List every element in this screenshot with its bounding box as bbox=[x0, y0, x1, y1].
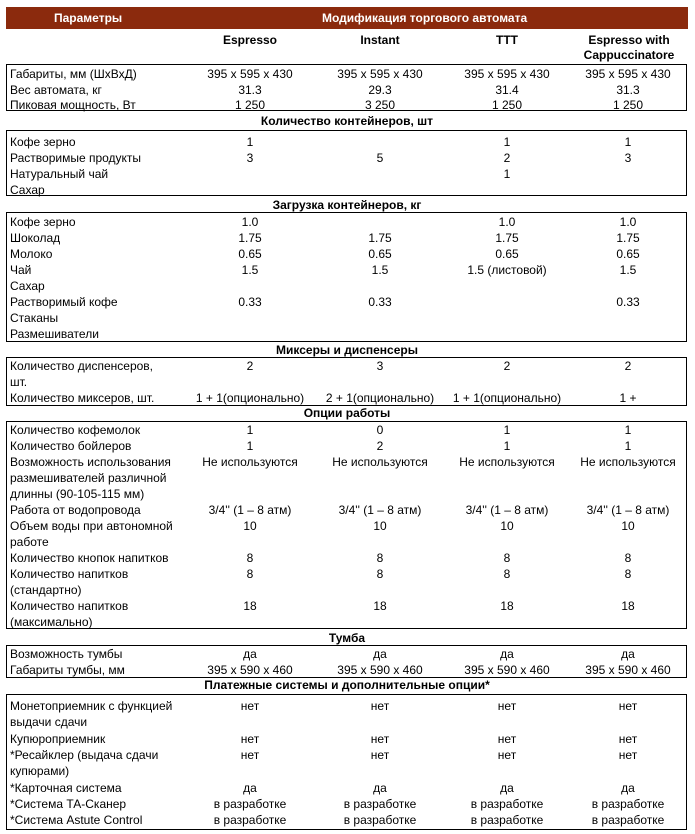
cell-value: 395 x 590 x 460 bbox=[464, 663, 550, 677]
cell-value: нет bbox=[618, 699, 638, 713]
column-header-instant: Instant bbox=[360, 33, 400, 47]
cell-value: 1 bbox=[624, 135, 632, 149]
cell-value: да bbox=[621, 647, 635, 661]
cell-value: 1 bbox=[246, 135, 254, 149]
cell-value: 1 bbox=[503, 423, 511, 437]
cell-value: 3/4'' (1 – 8 атм) bbox=[338, 503, 422, 517]
cell-value: 395 x 595 x 430 bbox=[337, 67, 423, 81]
cell-value: Не используются bbox=[332, 455, 428, 469]
cell-value: 0 bbox=[376, 423, 384, 437]
cell-value: нет bbox=[618, 748, 638, 762]
cell-value: 0.33 bbox=[368, 295, 392, 309]
cell-value: нет bbox=[370, 699, 390, 713]
section-title: Загрузка контейнеров, кг bbox=[272, 198, 422, 212]
cell-value: 395 x 595 x 430 bbox=[464, 67, 550, 81]
row-label: Растворимый кофе bbox=[10, 295, 118, 309]
cell-value: 2 bbox=[376, 439, 384, 453]
cell-value: 3 bbox=[376, 359, 384, 373]
cell-value: 1.75 bbox=[238, 231, 262, 245]
cell-value: да bbox=[373, 781, 387, 795]
cell-value: 8 bbox=[246, 567, 254, 581]
table-header-bar bbox=[6, 7, 688, 29]
cell-value: 8 bbox=[624, 551, 632, 565]
cell-value: нет bbox=[497, 748, 517, 762]
row-label: работе bbox=[10, 535, 49, 549]
cell-value: 8 bbox=[376, 551, 384, 565]
cell-value: 3 250 bbox=[364, 98, 396, 112]
row-label: Растворимые продукты bbox=[10, 151, 142, 165]
cell-value: 1 250 bbox=[491, 98, 523, 112]
cell-value: 395 x 595 x 430 bbox=[207, 67, 293, 81]
cell-value: нет bbox=[370, 732, 390, 746]
cell-value: нет bbox=[618, 732, 638, 746]
cell-value: в разработке bbox=[470, 813, 544, 827]
row-label: Молоко bbox=[10, 247, 53, 261]
row-label: Количество миксеров, шт. bbox=[10, 391, 155, 405]
cell-value: 1 bbox=[246, 439, 254, 453]
cell-value: 0.65 bbox=[368, 247, 392, 261]
cell-value: 18 bbox=[243, 599, 257, 613]
cell-value: 1 bbox=[503, 439, 511, 453]
cell-value: Не используются bbox=[580, 455, 676, 469]
cell-value: 8 bbox=[503, 551, 511, 565]
cell-value: 8 bbox=[246, 551, 254, 565]
cell-value: нет bbox=[370, 748, 390, 762]
params-header: Параметры bbox=[54, 11, 123, 25]
cell-value: в разработке bbox=[591, 813, 665, 827]
cell-value: 8 bbox=[503, 567, 511, 581]
row-label: Количество напитков bbox=[10, 567, 129, 581]
row-label: Шоколад bbox=[10, 231, 61, 245]
cell-value: 3 bbox=[246, 151, 254, 165]
row-label: Стаканы bbox=[10, 311, 59, 325]
row-label: Чай bbox=[10, 263, 32, 277]
cell-value: 395 x 590 x 460 bbox=[207, 663, 293, 677]
row-label: Габариты тумбы, мм bbox=[10, 663, 125, 677]
row-label: Количество кнопок напитков bbox=[10, 551, 169, 565]
cell-value: нет bbox=[240, 732, 260, 746]
cell-value: 1.0 bbox=[498, 215, 516, 229]
cell-value: 8 bbox=[376, 567, 384, 581]
cell-value: 1.5 bbox=[241, 263, 259, 277]
cell-value: 10 bbox=[500, 519, 514, 533]
cell-value: 395 x 590 x 460 bbox=[585, 663, 671, 677]
cell-value: 8 bbox=[624, 567, 632, 581]
row-label: Количество кофемолок bbox=[10, 423, 141, 437]
cell-value: 2 bbox=[624, 359, 632, 373]
cell-value: 3/4'' (1 – 8 атм) bbox=[586, 503, 670, 517]
cell-value: 3 bbox=[624, 151, 632, 165]
section-title: Тумба bbox=[328, 631, 366, 645]
cell-value: Не используются bbox=[202, 455, 298, 469]
row-label: Размешиватели bbox=[10, 327, 99, 341]
row-label: Пиковая мощность, Вт bbox=[10, 98, 136, 112]
cell-value: нет bbox=[240, 748, 260, 762]
row-label: Монетоприемник с функцией bbox=[10, 699, 173, 713]
row-label: (максимально) bbox=[10, 615, 93, 629]
cell-value: 3/4'' (1 – 8 атм) bbox=[465, 503, 549, 517]
cell-value: 1.5 bbox=[371, 263, 389, 277]
row-label: Работа от водопровода bbox=[10, 503, 141, 517]
section-title: Миксеры и диспенсеры bbox=[276, 343, 418, 357]
cell-value: 1.75 bbox=[368, 231, 392, 245]
cell-value: 1 bbox=[503, 135, 511, 149]
cell-value: в разработке bbox=[591, 797, 665, 811]
cell-value: 1.75 bbox=[616, 231, 640, 245]
cell-value: 3/4'' (1 – 8 атм) bbox=[208, 503, 292, 517]
row-label: длинны (90-105-115 мм) bbox=[10, 487, 145, 501]
row-label: Вес автомата, кг bbox=[10, 83, 102, 97]
cell-value: 18 bbox=[373, 599, 387, 613]
cell-value: 395 x 595 x 430 bbox=[585, 67, 671, 81]
cell-value: 2 bbox=[503, 359, 511, 373]
column-header-ttt: TTT bbox=[496, 33, 518, 47]
cell-value: 0.65 bbox=[238, 247, 262, 261]
row-label: шт. bbox=[10, 375, 28, 389]
row-label: размешивателей различной bbox=[10, 471, 167, 485]
cell-value: да bbox=[500, 647, 514, 661]
cell-value: 31.3 bbox=[616, 83, 640, 97]
row-label: Количество диспенсеров, bbox=[10, 359, 154, 373]
cell-value: 29.3 bbox=[368, 83, 392, 97]
cell-value: 1 + 1(опционально) bbox=[452, 391, 562, 405]
cell-value: да bbox=[373, 647, 387, 661]
section-title: Опции работы bbox=[303, 406, 391, 420]
cell-value: Не используются bbox=[459, 455, 555, 469]
cell-value: 1.5 (листовой) bbox=[467, 263, 547, 277]
row-label: Количество бойлеров bbox=[10, 439, 132, 453]
cell-value: 1.5 bbox=[619, 263, 637, 277]
cell-value: 2 + 1(опционально) bbox=[325, 391, 435, 405]
cell-value: да bbox=[621, 781, 635, 795]
cell-value: 0.65 bbox=[495, 247, 519, 261]
row-label: Сахар bbox=[10, 279, 45, 293]
row-label: купюрами) bbox=[10, 764, 70, 778]
cell-value: 1.0 bbox=[619, 215, 637, 229]
cell-value: 31.4 bbox=[495, 83, 519, 97]
row-label: Возможность тумбы bbox=[10, 647, 123, 661]
cell-value: да bbox=[243, 781, 257, 795]
row-label: *Карточная система bbox=[10, 781, 122, 795]
cell-value: в разработке bbox=[213, 813, 287, 827]
row-label: выдачи сдачи bbox=[10, 715, 88, 729]
row-label: Кофе зерно bbox=[10, 215, 76, 229]
section-title: Количество контейнеров, шт bbox=[260, 114, 434, 128]
cell-value: 1.0 bbox=[241, 215, 259, 229]
cell-value: нет bbox=[240, 699, 260, 713]
cell-value: 2 bbox=[246, 359, 254, 373]
cell-value: 18 bbox=[621, 599, 635, 613]
row-label: Сахар bbox=[10, 183, 45, 197]
cell-value: 10 bbox=[621, 519, 635, 533]
row-label: *Система Astute Control bbox=[10, 813, 143, 827]
cell-value: да bbox=[500, 781, 514, 795]
cell-value: в разработке bbox=[213, 797, 287, 811]
cell-value: 395 x 590 x 460 bbox=[337, 663, 423, 677]
cell-value: 10 bbox=[243, 519, 257, 533]
row-label: Купюроприемник bbox=[10, 732, 106, 746]
cell-value: 1 + bbox=[619, 391, 637, 405]
cell-value: 1 bbox=[503, 167, 511, 181]
column-header-cappuccinatore: Espresso with Cappuccinatore bbox=[583, 33, 675, 62]
row-label: Возможность использования bbox=[10, 455, 171, 469]
column-header-espresso: Espresso bbox=[222, 33, 278, 47]
cell-value: да bbox=[243, 647, 257, 661]
row-label: Количество напитков bbox=[10, 599, 129, 613]
row-label: *Ресайклер (выдача сдачи bbox=[10, 748, 159, 762]
cell-value: 0.33 bbox=[238, 295, 262, 309]
row-label: (стандартно) bbox=[10, 583, 82, 597]
cell-value: 0.65 bbox=[616, 247, 640, 261]
cell-value: 2 bbox=[503, 151, 511, 165]
cell-value: 31.3 bbox=[238, 83, 262, 97]
row-label: Габариты, мм (ШхВхД) bbox=[10, 67, 137, 81]
cell-value: 1 bbox=[624, 439, 632, 453]
cell-value: 1.75 bbox=[495, 231, 519, 245]
cell-value: 1 250 bbox=[612, 98, 644, 112]
cell-value: в разработке bbox=[343, 813, 417, 827]
cell-value: 5 bbox=[376, 151, 384, 165]
cell-value: 10 bbox=[373, 519, 387, 533]
row-label: Кофе зерно bbox=[10, 135, 76, 149]
row-label: Натуральный чай bbox=[10, 167, 109, 181]
cell-value: 18 bbox=[500, 599, 514, 613]
cell-value: 1 250 bbox=[234, 98, 266, 112]
cell-value: 1 bbox=[246, 423, 254, 437]
cell-value: нет bbox=[497, 732, 517, 746]
cell-value: нет bbox=[497, 699, 517, 713]
row-label: Объем воды при автономной bbox=[10, 519, 173, 533]
cell-value: в разработке bbox=[343, 797, 417, 811]
cell-value: 0.33 bbox=[616, 295, 640, 309]
modification-header: Модификация торгового автомата bbox=[322, 11, 528, 25]
cell-value: 1 bbox=[624, 423, 632, 437]
section-title: Платежные системы и дополнительные опции* bbox=[204, 678, 490, 692]
cell-value: 1 + 1(опционально) bbox=[195, 391, 305, 405]
cell-value: в разработке bbox=[470, 797, 544, 811]
row-label: *Система ТА-Сканер bbox=[10, 797, 127, 811]
